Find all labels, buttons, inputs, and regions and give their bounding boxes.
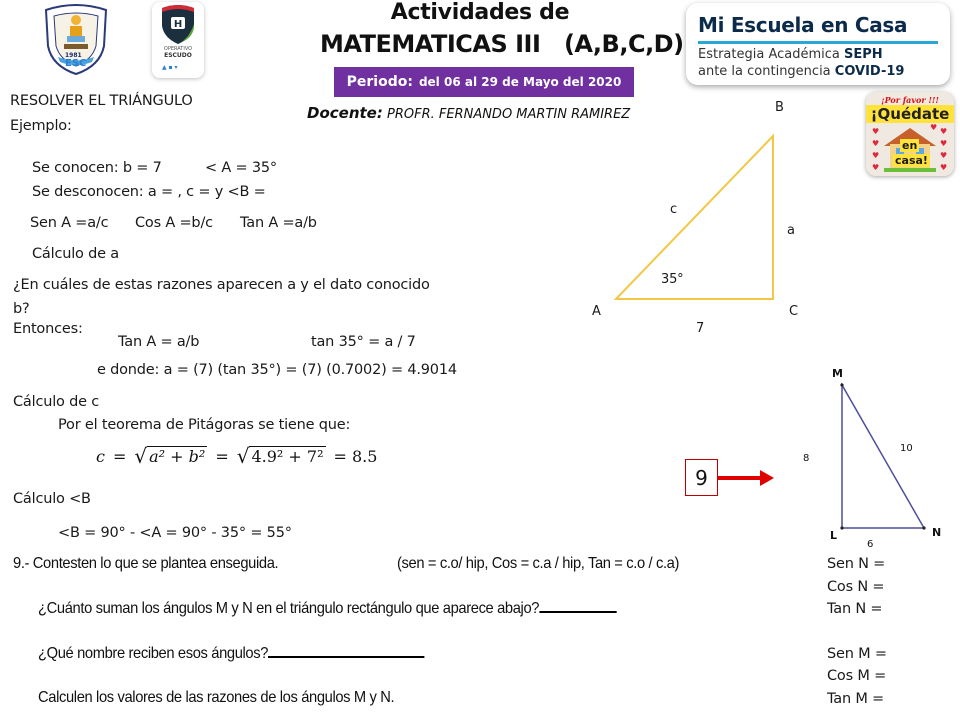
section-subheading: Ejemplo: — [10, 118, 72, 134]
formula-radicand-2: 4.9² + 7² — [251, 447, 324, 466]
calc-a-heading: Cálculo de a — [32, 246, 119, 262]
quedate-casa: casa! — [895, 154, 928, 167]
question-1: ¿Cuánto suman los ángulos M y N en el triángulo rectángulo que aparece abajo? — [38, 600, 616, 618]
svg-text:♥: ♥ — [930, 124, 938, 132]
entonces-label: Entonces: — [13, 321, 83, 337]
calc-b-heading: Cálculo <B — [13, 491, 91, 507]
docente-name: PROFR. FERNANDO MARTIN RAMIREZ — [386, 107, 631, 122]
formula-eq2: = — [215, 446, 229, 466]
red-arrow-icon — [718, 466, 776, 490]
side-ln-label: 6 — [867, 539, 874, 550]
angle-a-label: 35° — [661, 272, 684, 287]
mi-escuela-title: Mi Escuela en Casa — [698, 13, 908, 37]
ratio-sen: Sen A =a/c — [30, 215, 109, 231]
tan-formula: Tan A = a/b — [118, 334, 200, 350]
known-values: Se conocen: b = 7 — [32, 160, 162, 176]
sqrt-2 — [237, 446, 326, 466]
vertex-a-label: A — [592, 304, 601, 319]
svg-text:♥: ♥ — [940, 151, 948, 160]
section-heading: RESOLVER EL TRIÁNGULO — [10, 93, 193, 109]
formula-eq1: = — [112, 446, 127, 466]
answer-blank-2[interactable] — [268, 655, 424, 658]
tan-n-label: Tan N = — [827, 601, 883, 617]
page-title-line1: Actividades de — [390, 0, 570, 25]
quedate-top: ¡Por favor !!! — [881, 95, 939, 105]
ratio-tan: Tan A =a/b — [240, 215, 317, 231]
svg-text:♥: ♥ — [872, 127, 880, 136]
crest-year: 1981 — [65, 52, 82, 59]
formula-radicand-1: a² + b² — [149, 447, 206, 466]
tan-m-label: Tan M = — [827, 691, 885, 707]
question-2: ¿Qué nombre reciben esos ángulos? — [38, 645, 424, 663]
sqrt-1 — [134, 446, 207, 466]
angle-b-calculation: <B = 90° - <A = 90° - 35° = 55° — [58, 525, 292, 541]
escudo-line2: ESCUDO — [164, 52, 192, 59]
quedate-en: en — [902, 139, 918, 152]
docente-label: Docente: — [307, 104, 383, 122]
answer-blank-1[interactable] — [539, 610, 616, 613]
unknown-values: Se desconocen: a = , c = y <B = — [32, 184, 266, 200]
vertex-c-label: C — [789, 304, 798, 319]
svg-text:H: H — [173, 19, 183, 30]
formula-result: = 8.5 — [333, 446, 378, 466]
side-a-label: a — [787, 223, 795, 238]
formula-c: c — [96, 446, 105, 466]
mi-escuela-divider — [698, 41, 938, 44]
pitagoras-text: Por el teorema de Pitágoras se tiene que: — [58, 417, 351, 433]
question-line2: b? — [13, 301, 30, 317]
mi-escuela-line2: ante la contingencia COVID-19 — [698, 64, 905, 79]
side-c-label: c — [670, 202, 677, 217]
sqrt-icon: √ — [236, 444, 250, 468]
periodo-value: del 06 al 29 de Mayo del 2020 — [418, 75, 622, 89]
side-mn-label: 10 — [900, 443, 913, 454]
cos-m-label: Cos M = — [827, 668, 887, 684]
exercise-number-box: 9 — [685, 459, 718, 496]
tan-value: tan 35° = a / 7 — [311, 334, 416, 350]
side-b-label: 7 — [696, 321, 705, 336]
sen-m-label: Sen M = — [827, 646, 887, 662]
side-ml-label: 8 — [803, 453, 810, 464]
vertex-b-label: B — [775, 100, 784, 115]
question-line1: ¿En cuáles de estas razones aparecen a y el dato conocido — [13, 277, 430, 293]
pythagoras-formula — [96, 446, 377, 466]
cos-n-label: Cos N = — [827, 579, 885, 595]
svg-text:♥: ♥ — [940, 139, 948, 148]
calc-c-heading: Cálculo de c — [13, 394, 100, 410]
escudo-line1: OPERATIVO — [163, 46, 193, 52]
known-angle: < A = 35° — [205, 160, 277, 176]
svg-text:♥: ♥ — [872, 151, 880, 160]
vertex-l-label: L — [830, 529, 838, 542]
page-title-line2: MATEMATICAS III (A,B,C,D) — [320, 30, 684, 58]
mi-escuela-en-casa-banner — [686, 3, 950, 85]
escudo-small-icons: ▲ ▪ ▾ — [162, 64, 178, 71]
ratio-cos: Cos A =b/c — [135, 215, 213, 231]
sen-n-label: Sen N = — [827, 556, 886, 572]
vertex-m-label: M — [832, 367, 843, 380]
svg-text:♥: ♥ — [872, 163, 880, 172]
sqrt-icon: √ — [134, 444, 148, 468]
exercise-hint: (sen = c.o/ hip, Cos = c.a / hip, Tan = c.o / c.a) — [397, 555, 680, 572]
exercise-instruction: 9.- Contesten lo que se plantea enseguida. — [13, 555, 279, 572]
vertex-n-label: N — [932, 526, 942, 539]
de-donde-calculation: e donde: a = (7) (tan 35°) = (7) (0.7002) = 4.9014 — [97, 362, 457, 378]
svg-text:♥: ♥ — [940, 127, 948, 136]
triangle-abc-icon — [580, 95, 820, 345]
svg-text:♥: ♥ — [872, 139, 880, 148]
periodo-banner — [334, 67, 634, 97]
quedate-en-casa-badge — [866, 92, 954, 176]
crest-text: ESC — [65, 58, 87, 69]
svg-text:♥: ♥ — [940, 163, 948, 172]
triangle-lmn-diagram — [790, 360, 960, 560]
question-3: Calculen los valores de las razones de los ángulos M y N. — [38, 689, 395, 706]
mi-escuela-line1: Estrategia Académica SEPH — [698, 47, 883, 62]
periodo-label: Periodo: — [346, 74, 413, 90]
quedate-main: ¡Quédate — [866, 105, 954, 123]
triangle-abc-diagram — [580, 95, 820, 345]
